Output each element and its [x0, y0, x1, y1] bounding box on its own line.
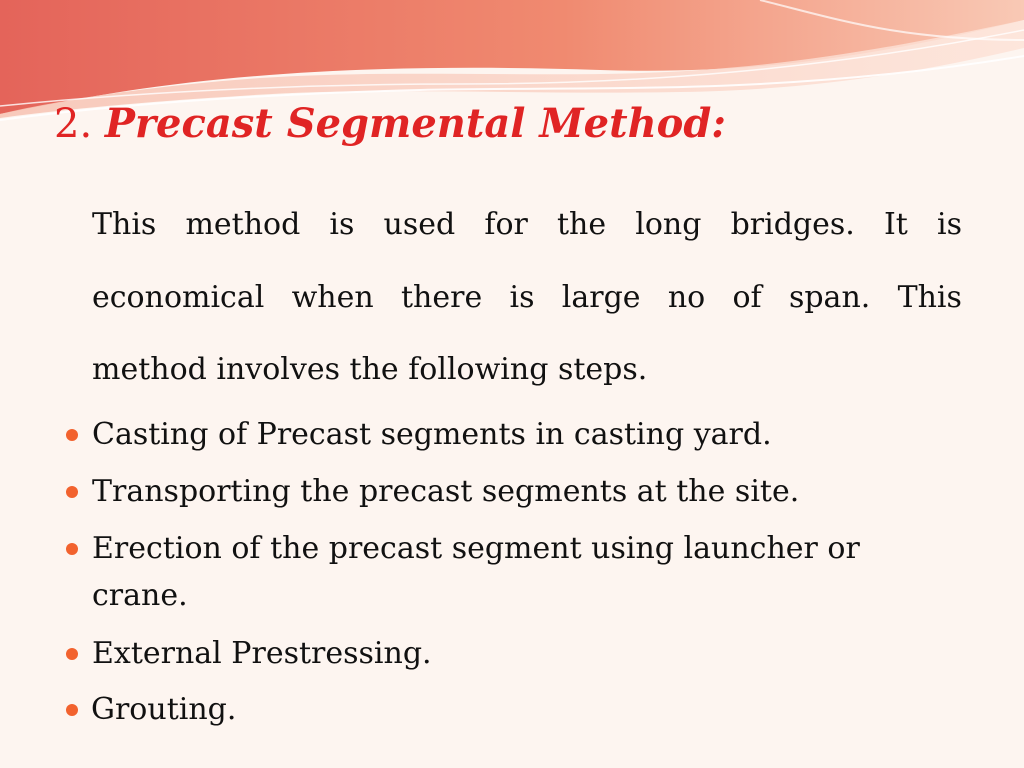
- paragraph-line-2: [92, 279, 962, 317]
- paragraph-word: is: [509, 280, 535, 315]
- paragraph-word: long: [635, 207, 702, 242]
- paragraph-word: for: [484, 207, 528, 242]
- bullet-dot-icon: [66, 486, 78, 498]
- slide-title: [54, 96, 726, 152]
- list-item-text: External Prestressing.: [92, 636, 432, 671]
- paragraph-word: used: [383, 207, 456, 242]
- list-item-text: Casting of Precast segments in casting yard.: [92, 417, 772, 452]
- paragraph-word: the: [557, 207, 607, 242]
- list-item-text: crane.: [92, 578, 188, 613]
- paragraph-word: This: [92, 207, 157, 242]
- bullet-dot-icon: [66, 543, 78, 555]
- paragraph-word: is: [936, 207, 962, 242]
- paragraph-line-1: [92, 206, 962, 244]
- paragraph-word: when: [291, 280, 374, 315]
- bullet-dot-icon: [66, 429, 78, 441]
- title-text: Precast Segmental Method:: [104, 100, 727, 147]
- paragraph-word: It: [883, 207, 908, 242]
- bullet-dot-icon: [66, 648, 78, 660]
- paragraph-word: economical: [92, 280, 265, 315]
- paragraph-word: span.: [788, 280, 871, 315]
- bullet-dot-icon: [66, 704, 78, 716]
- paragraph-word: method: [185, 207, 301, 242]
- paragraph-word: no: [667, 280, 706, 315]
- title-number: 2.: [54, 101, 93, 147]
- paragraph-word: This: [897, 280, 962, 315]
- list-item-text: Erection of the precast segment using launcher or: [92, 531, 860, 566]
- list-item-text: Transporting the precast segments at the site.: [92, 474, 800, 509]
- paragraph-word: bridges.: [730, 207, 855, 242]
- paragraph-word: is: [329, 207, 355, 242]
- paragraph-word: there: [400, 280, 483, 315]
- paragraph-line-3: method involves the following steps.: [92, 352, 648, 387]
- paragraph-word: of: [732, 280, 762, 315]
- paragraph-word: large: [561, 280, 641, 315]
- list-item-text: Grouting.: [91, 692, 237, 727]
